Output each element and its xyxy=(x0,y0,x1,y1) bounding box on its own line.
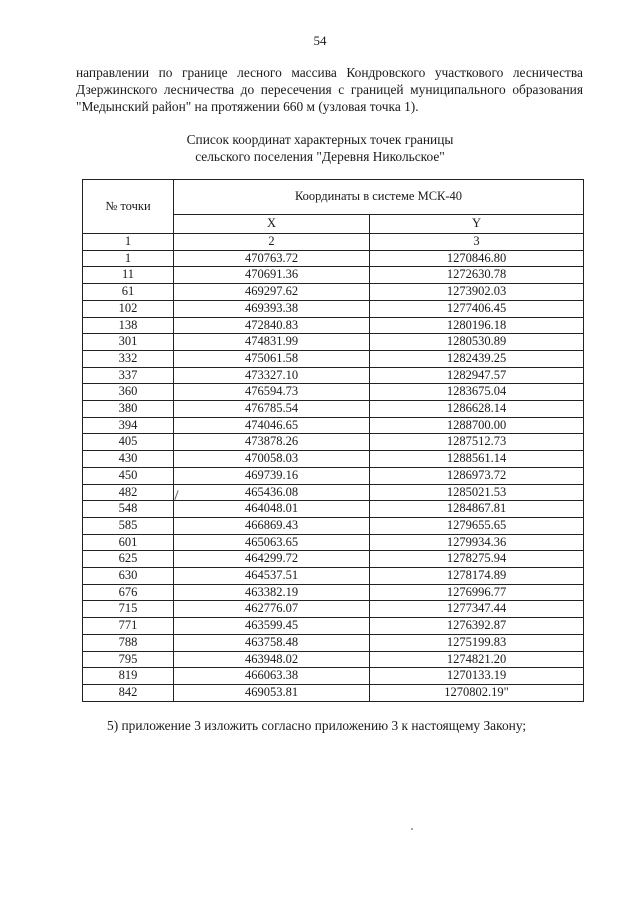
table-row xyxy=(83,568,584,585)
table-row xyxy=(83,584,584,601)
coordinates-table-body xyxy=(83,234,584,702)
point-number-cell: 771 xyxy=(83,618,174,635)
point-number-cell: 585 xyxy=(83,517,174,534)
table-row xyxy=(83,250,584,267)
x-coordinate-cell: 469739.16 xyxy=(174,467,370,484)
intro-paragraph: направлении по границе лесного массива Кондровского участкового лесничества Дзержинского лесничества до пересечения с границей муниципального образования "Медынский район" на протяжении 660 м (узловая точка 1). xyxy=(76,65,583,114)
y-coordinate-cell: 1278275.94 xyxy=(370,551,584,568)
table-row xyxy=(83,484,584,501)
x-coordinate-cell: 463599.45 xyxy=(174,618,370,635)
point-number-cell: 601 xyxy=(83,534,174,551)
list-title-line-1: Список координат характерных точек границы xyxy=(186,132,454,147)
x-coordinate-cell: 466063.38 xyxy=(174,668,370,685)
conclusion-paragraph: 5) приложение 3 изложить согласно приложению 3 к настоящему Закону; xyxy=(107,718,527,733)
x-coordinate-cell: 464048.01 xyxy=(174,501,370,518)
point-number-cell: 11 xyxy=(83,267,174,284)
x-coordinate-cell: 469053.81 xyxy=(174,684,370,701)
y-coordinate-cell: 1286973.72 xyxy=(370,467,584,484)
x-coordinate-cell: 464299.72 xyxy=(174,551,370,568)
y-coordinate-cell: 1275199.83 xyxy=(370,634,584,651)
y-coordinate-cell: 1288561.14 xyxy=(370,451,584,468)
point-number-cell: 842 xyxy=(83,684,174,701)
table-row xyxy=(83,517,584,534)
y-coordinate-cell: 1272630.78 xyxy=(370,267,584,284)
x-coordinate-cell: 476785.54 xyxy=(174,401,370,418)
x-coordinate-cell: 463758.48 xyxy=(174,634,370,651)
table-row xyxy=(83,668,584,685)
table-row xyxy=(83,534,584,551)
x-coordinate-cell: 472840.83 xyxy=(174,317,370,334)
table-row xyxy=(83,467,584,484)
column-index-row xyxy=(83,234,584,251)
table-row xyxy=(83,634,584,651)
table-row xyxy=(83,401,584,418)
x-coordinate-cell: 475061.58 xyxy=(174,350,370,367)
x-coordinate-cell: 463948.02 xyxy=(174,651,370,668)
x-coordinate-cell: 465063.65 xyxy=(174,534,370,551)
point-number-cell: 630 xyxy=(83,568,174,585)
point-number-cell: 819 xyxy=(83,668,174,685)
table-row xyxy=(83,267,584,284)
table-row xyxy=(83,350,584,367)
y-coordinate-cell: 1284867.81 xyxy=(370,501,584,518)
point-number-cell: 61 xyxy=(83,284,174,301)
y-coordinate-cell: 1283675.04 xyxy=(370,384,584,401)
point-number-cell: 795 xyxy=(83,651,174,668)
page-number: 54 xyxy=(313,33,327,48)
list-title xyxy=(0,131,640,165)
y-coordinate-cell: 1280196.18 xyxy=(370,317,584,334)
point-number-cell: 138 xyxy=(83,317,174,334)
point-number-cell: 482 xyxy=(83,484,174,501)
table-row xyxy=(83,601,584,618)
table-row xyxy=(83,300,584,317)
x-coordinate-cell: 470763.72 xyxy=(174,250,370,267)
y-coordinate-cell: 1285021.53 xyxy=(370,484,584,501)
stray-dot-mark xyxy=(411,828,413,830)
point-number-cell: 788 xyxy=(83,634,174,651)
point-number-cell: 676 xyxy=(83,584,174,601)
point-number-cell: 102 xyxy=(83,300,174,317)
y-coordinate-cell: 1277406.45 xyxy=(370,300,584,317)
y-coordinate-cell: 1270802.19" xyxy=(370,684,584,701)
table-row xyxy=(83,417,584,434)
coordinates-table xyxy=(82,179,584,702)
x-coordinate-cell: 474046.65 xyxy=(174,417,370,434)
table-row xyxy=(83,551,584,568)
table-row xyxy=(83,434,584,451)
point-number-cell: 380 xyxy=(83,401,174,418)
point-number-cell: 337 xyxy=(83,367,174,384)
column-index-2: 2 xyxy=(174,234,370,251)
table-row xyxy=(83,317,584,334)
y-coordinate-cell: 1280530.89 xyxy=(370,334,584,351)
table-row xyxy=(83,451,584,468)
y-coordinate-cell: 1270133.19 xyxy=(370,668,584,685)
y-coordinate-cell: 1279934.36 xyxy=(370,534,584,551)
point-number-cell: 548 xyxy=(83,501,174,518)
x-coordinate-cell: 473878.26 xyxy=(174,434,370,451)
y-coordinate-cell: 1286628.14 xyxy=(370,401,584,418)
point-number-cell: 301 xyxy=(83,334,174,351)
x-coordinate-cell: 466869.43 xyxy=(174,517,370,534)
table-row xyxy=(83,367,584,384)
x-coordinate-cell: 469297.62 xyxy=(174,284,370,301)
y-coordinate-cell: 1277347.44 xyxy=(370,601,584,618)
list-title-line-2: сельского поселения "Деревня Никольское" xyxy=(195,149,445,164)
point-number-cell: 625 xyxy=(83,551,174,568)
point-number-cell: 394 xyxy=(83,417,174,434)
table-row xyxy=(83,334,584,351)
y-coordinate-cell: 1287512.73 xyxy=(370,434,584,451)
point-number-cell: 1 xyxy=(83,250,174,267)
x-coordinate-cell: 470058.03 xyxy=(174,451,370,468)
point-number-cell: 360 xyxy=(83,384,174,401)
y-coordinate-cell: 1276996.77 xyxy=(370,584,584,601)
table-row xyxy=(83,618,584,635)
x-coordinate-cell: 474831.99 xyxy=(174,334,370,351)
x-coordinate-cell: 470691.36 xyxy=(174,267,370,284)
header-x: X xyxy=(174,215,370,234)
x-coordinate-cell: 464537.51 xyxy=(174,568,370,585)
header-point-number: № точки xyxy=(83,180,174,234)
point-number-cell: 405 xyxy=(83,434,174,451)
point-number-cell: 450 xyxy=(83,467,174,484)
table-row xyxy=(83,684,584,701)
point-number-cell: 715 xyxy=(83,601,174,618)
y-coordinate-cell: 1274821.20 xyxy=(370,651,584,668)
column-index-3: 3 xyxy=(370,234,584,251)
point-number-cell: 430 xyxy=(83,451,174,468)
y-coordinate-cell: 1270846.80 xyxy=(370,250,584,267)
x-coordinate-cell: 476594.73 xyxy=(174,384,370,401)
column-index-1: 1 xyxy=(83,234,174,251)
y-coordinate-cell: 1273902.03 xyxy=(370,284,584,301)
x-coordinate-cell: 463382.19 xyxy=(174,584,370,601)
y-coordinate-cell: 1276392.87 xyxy=(370,618,584,635)
table-row xyxy=(83,651,584,668)
x-coordinate-cell: 462776.07 xyxy=(174,601,370,618)
y-coordinate-cell: 1282439.25 xyxy=(370,350,584,367)
y-coordinate-cell: 1282947.57 xyxy=(370,367,584,384)
point-number-cell: 332 xyxy=(83,350,174,367)
x-coordinate-cell: 469393.38 xyxy=(174,300,370,317)
y-coordinate-cell: 1288700.00 xyxy=(370,417,584,434)
y-coordinate-cell: 1278174.89 xyxy=(370,568,584,585)
header-y: Y xyxy=(370,215,584,234)
x-coordinate-cell: 465436.08 xyxy=(174,484,370,501)
header-coordinate-system: Координаты в системе МСК-40 xyxy=(174,180,584,215)
table-row xyxy=(83,501,584,518)
table-row xyxy=(83,384,584,401)
x-coordinate-cell: 473327.10 xyxy=(174,367,370,384)
y-coordinate-cell: 1279655.65 xyxy=(370,517,584,534)
table-row xyxy=(83,284,584,301)
